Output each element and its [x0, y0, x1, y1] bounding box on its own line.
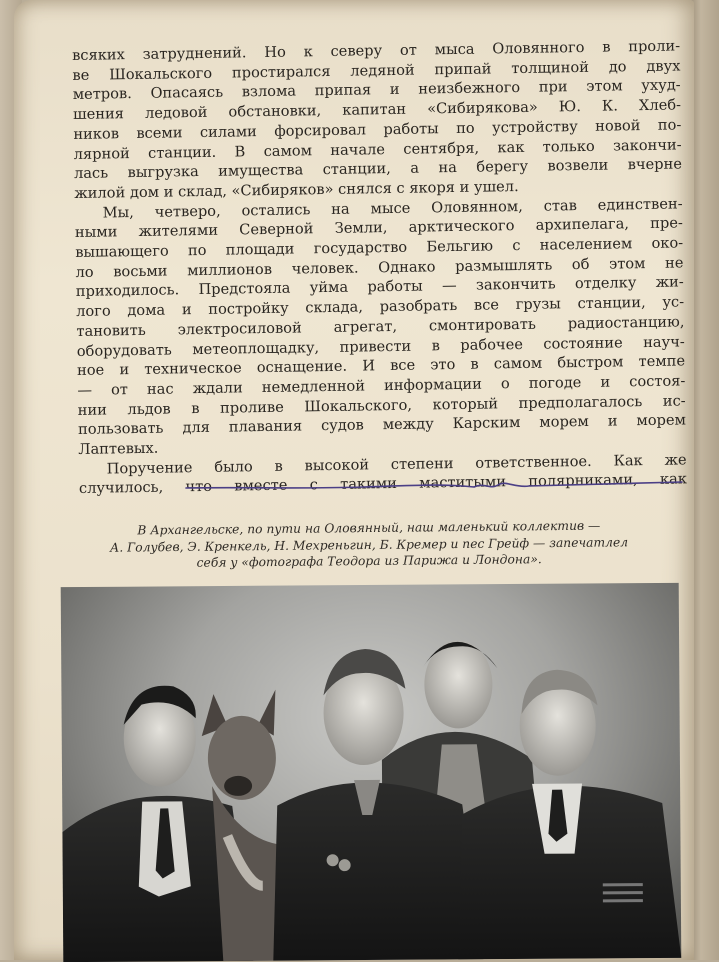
text-line: лась выгрузка имущества станции, а на берегу возвели вчерне: [73, 155, 683, 183]
text-line: случилось, что вместе с такими маститыми полярниками, как: [78, 470, 688, 498]
man-right: [456, 669, 681, 960]
text-line: жилой дом и склад, «Сибиряков» снялся с якоря и ушел.: [74, 177, 519, 202]
text-line: пользовать для плавания судов между Карским морем и морем: [77, 411, 687, 439]
text-line: лярной станции. В самом начале сентября, как только закончи-: [73, 135, 682, 163]
text-line: тановить электросиловой агрегат, смонтировать радиостанцию,: [76, 313, 685, 340]
text-line: приходилось. Предстояла уйма работы — закончить отделку жи-: [75, 273, 684, 301]
text-line: оборудовать метеоплощадку, привести в рабочее состояние науч-: [76, 332, 685, 360]
book-page: [14, 0, 694, 960]
text-line: Поручение было в высокой степени ответственное. Как же: [106, 451, 687, 478]
text-line: метров. Опасаясь взлома припая и неизбежного при этом ухуд-: [72, 76, 681, 104]
caption-line: А. Голубев, Э. Кренкель, Н. Мехреньгин, Б. Кремер и пес Грейф — запечатлел: [109, 534, 629, 555]
text-line: ников всеми силами форсировал работы по устройству новой по-: [73, 116, 682, 143]
text-line: Мы, четверо, остались на мысе Оловянном, став единствен-: [102, 195, 683, 222]
text-line: нии льдов в проливе Шокальского, который предполагалось ис-: [77, 392, 686, 419]
text-line: лого дома и постройку склада, разобрать все грузы станции, ус-: [76, 293, 685, 321]
paragraph-1: [72, 36, 682, 203]
body-text: [72, 36, 687, 499]
group-photo-illustration: [61, 583, 682, 962]
text-line: ло восьми миллионов человек. Однако размышлять об этом не: [75, 254, 684, 281]
paragraph-2: [74, 194, 686, 460]
text-line: ное и техническое оснащение. И все это в самом быстром темпе: [76, 352, 686, 380]
text-line: всяких затруднений. Но к северу от мыса Оловянного в проли-: [72, 37, 681, 64]
text-line: ве Шокальского простирался ледяной припай толщиной до двух: [72, 57, 681, 84]
group-photo: [61, 583, 682, 962]
caption-line: себя у «фотографа Теодора из Парижа и Лондона».: [196, 552, 542, 570]
caption-line: В Архангельске, по пути на Оловянный, наш маленький коллектив —: [137, 518, 601, 538]
text-line: Лаптевых.: [78, 439, 159, 459]
photo-caption: [54, 517, 684, 573]
text-line: ными жителями Северной Земли, арктического архипелага, пре-: [74, 214, 683, 242]
text-line: вышающего по площади государство Бельгию с населением око-: [75, 234, 684, 262]
pen-underline: [184, 478, 684, 494]
text-line: шения ледовой обстановки, капитан «Сибирякова» Ю. К. Хлеб-: [72, 96, 682, 124]
text-line: — от нас ждали немедленной информации о погоде и состоя-: [77, 372, 686, 399]
